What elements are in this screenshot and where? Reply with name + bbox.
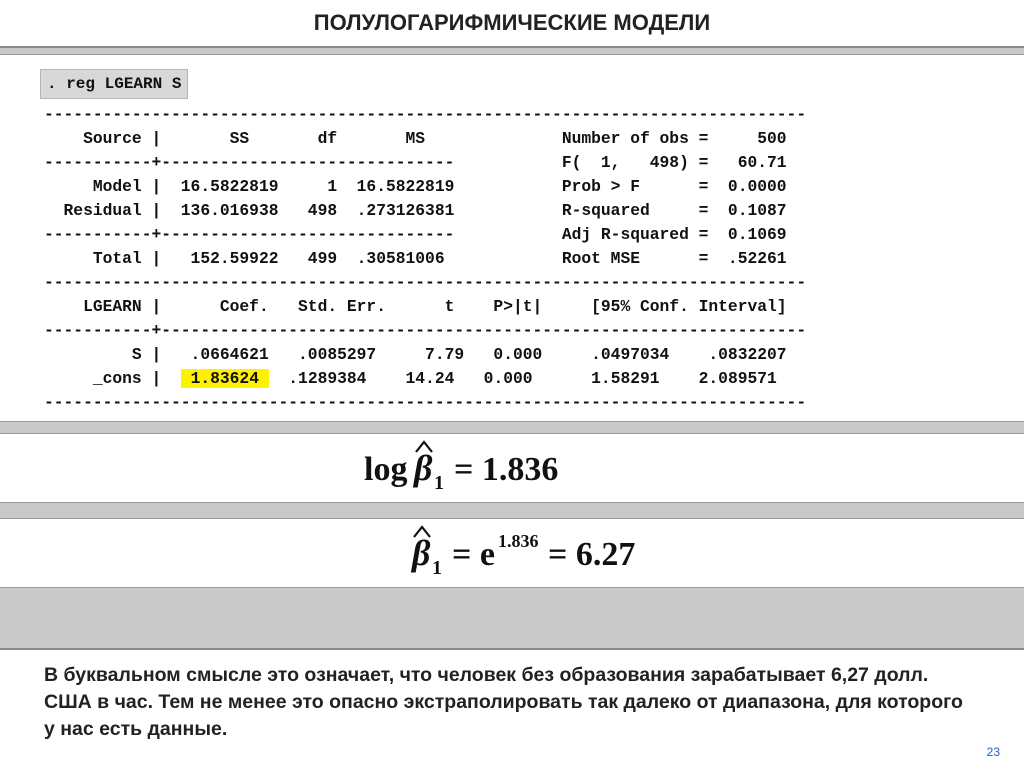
cons-row-prefix: _cons |	[44, 369, 181, 388]
slide-title: ПОЛУЛОГАРИФМИЧЕСКИЕ МОДЕЛИ	[313, 10, 711, 35]
equation-band-2	[0, 518, 1024, 588]
eq2-mid: = e	[452, 536, 495, 573]
regression-output	[44, 103, 806, 415]
output-line: -----------+------------------------------------------------------------------	[44, 321, 807, 340]
eq2-subscript: 1	[432, 557, 442, 579]
eq1-beta: β	[414, 448, 433, 488]
output-line: -----------+------------------------------ Adj R-squared = 0.1069	[44, 225, 787, 244]
output-line: Model | 16.5822819 1 16.5822819 Prob > F = 0.0000	[44, 177, 787, 196]
output-line: LGEARN | Coef. Std. Err. t P>|t| [95% Conf. Interval]	[44, 297, 787, 316]
equation-log-beta	[0, 434, 1024, 502]
output-line: S | .0664621 .0085297 7.79 0.000 .0497034 .0832207	[44, 345, 787, 364]
output-line: ------------------------------------------------------------------------------	[44, 393, 807, 412]
equation-band-1	[0, 433, 1024, 503]
equation-beta-exp	[0, 519, 1024, 587]
eq2-rhs: = 6.27	[548, 536, 636, 573]
slide-title-bar	[0, 0, 1024, 48]
cons-row	[44, 369, 777, 388]
cons-coef-highlight: 1.83624	[180, 369, 269, 388]
output-line: -----------+------------------------------ F( 1, 498) = 60.71	[44, 153, 787, 172]
eq1-rhs: = 1.836	[454, 451, 559, 488]
eq2-beta: β	[412, 533, 431, 573]
output-line: ------------------------------------------------------------------------------	[44, 273, 807, 292]
output-line: ------------------------------------------------------------------------------	[44, 105, 807, 124]
description-panel	[0, 648, 1024, 769]
page-number: 23	[986, 745, 1000, 759]
eq1-subscript: 1	[434, 472, 444, 494]
output-line: Total | 152.59922 499 .30581006 Root MSE = .52261	[44, 249, 787, 268]
stata-command: . reg LGEARN S	[40, 69, 188, 99]
eq2-exponent: 1.836	[498, 531, 539, 551]
eq1-log: log	[364, 451, 408, 488]
output-line: Residual | 136.016938 498 .273126381 R-squared = 0.1087	[44, 201, 787, 220]
description-text: В буквальном смысле это означает, что человек без образования зарабатывает 6,27 долл. США в час. Тем не менее это опасно экстраполировать так далеко от диапазона, для которого у нас есть данные.	[44, 664, 963, 740]
cons-row-suffix: .1289384 14.24 0.000 1.58291 2.089571	[268, 369, 777, 388]
stata-output-panel	[0, 54, 1024, 422]
output-line: Source | SS df MS Number of obs = 500	[44, 129, 787, 148]
